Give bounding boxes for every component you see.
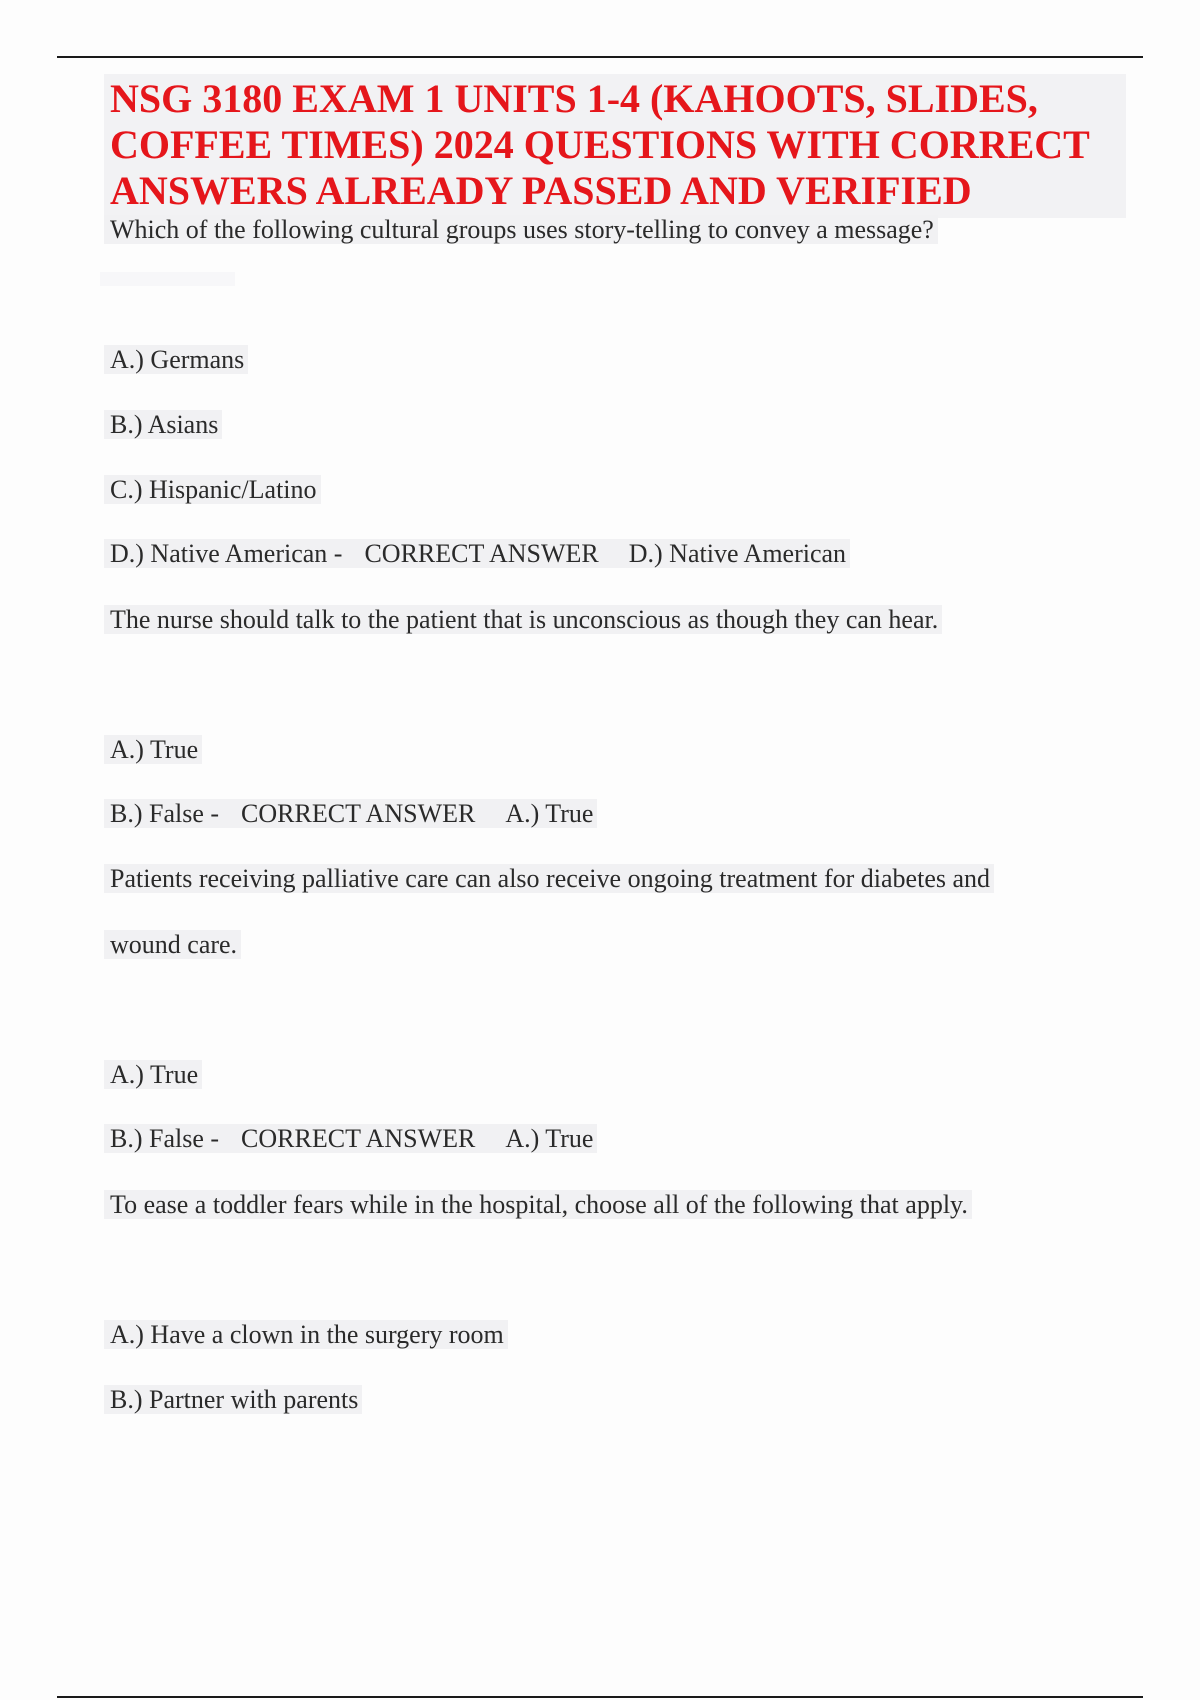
bottom-rule — [57, 1696, 1143, 1698]
question-3-text-line-1: Patients receiving palliative care can also receive ongoing treatment for diabetes and — [104, 862, 994, 896]
top-rule — [57, 56, 1143, 58]
q4-option-b: B.) Partner with parents — [104, 1383, 362, 1417]
q3-option-b: B.) False - — [110, 1124, 220, 1153]
q1-correct-answer-label: CORRECT ANSWER — [364, 539, 599, 568]
q1-option-d: D.) Native American - — [110, 539, 343, 568]
q3-correct-answer-value: A.) True — [505, 1124, 594, 1153]
q2-correct-answer-label: CORRECT ANSWER — [241, 799, 476, 828]
q3-answer-line — [104, 1122, 597, 1156]
q1-answer-line — [104, 537, 850, 571]
question-1-text: Which of the following cultural groups uses story-telling to convey a message? — [104, 213, 938, 247]
title-line-3: ANSWERS ALREADY PASSED AND VERIFIED — [110, 168, 972, 213]
title-line-1: NSG 3180 EXAM 1 UNITS 1-4 (KAHOOTS, SLIDES, — [110, 76, 1038, 121]
q2-option-b: B.) False - — [110, 799, 220, 828]
q3-correct-answer-label: CORRECT ANSWER — [241, 1124, 476, 1153]
question-2-text: The nurse should talk to the patient that is unconscious as though they can hear. — [104, 603, 942, 637]
question-3-text-line-2: wound care. — [104, 928, 241, 962]
question-4-text: To ease a toddler fears while in the hospital, choose all of the following that apply. — [104, 1188, 972, 1222]
document-title — [104, 74, 1126, 218]
q3-option-a: A.) True — [104, 1058, 202, 1092]
q2-option-a: A.) True — [104, 733, 202, 767]
q1-correct-answer-value: D.) Native American — [628, 539, 847, 568]
q2-answer-line — [104, 797, 597, 831]
q1-option-c: C.) Hispanic/Latino — [104, 473, 321, 507]
title-line-2: COFFEE TIMES) 2024 QUESTIONS WITH CORRECT — [110, 122, 1090, 167]
q2-correct-answer-value: A.) True — [505, 799, 594, 828]
title-heading — [110, 76, 1120, 214]
faint-artifact — [100, 272, 235, 286]
q1-option-a: A.) Germans — [104, 343, 248, 377]
q1-option-b: B.) Asians — [104, 408, 222, 442]
q4-option-a: A.) Have a clown in the surgery room — [104, 1318, 508, 1352]
